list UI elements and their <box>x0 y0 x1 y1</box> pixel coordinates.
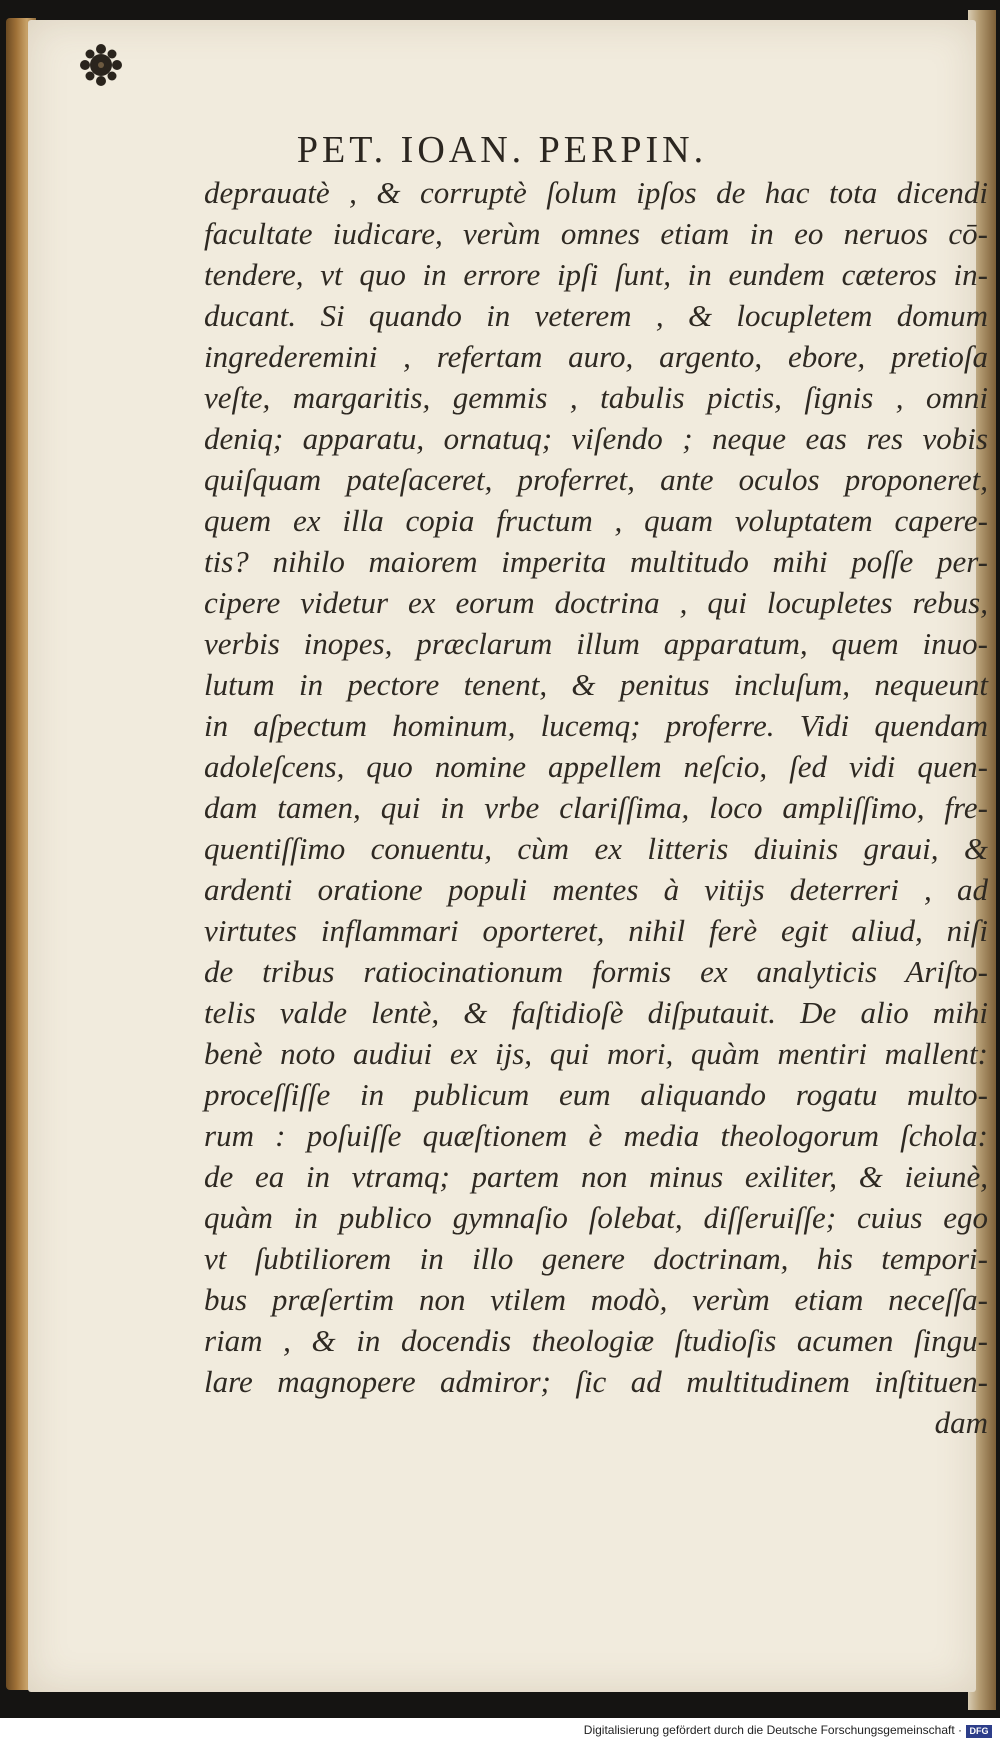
text-line: quiſquam pateſaceret, proferret, ante oculos proponeret, <box>204 462 988 497</box>
text-line: deprauatè , & corruptè ſolum ipſos de hac tota dicendi <box>204 175 988 210</box>
catchword: dam <box>934 1405 988 1440</box>
text-line: veſte, margaritis, gemmis , tabulis pictis, ſignis , omni <box>204 380 988 415</box>
funding-credit: Digitalisierung gefördert durch die Deutsche Forschungsgemeinschaft · <box>583 1723 962 1737</box>
text-line: tis? nihilo maiorem imperita multitudo mihi poſſe per- <box>204 544 988 579</box>
text-line: lare magnopere admiror; ſic ad multitudinem inſtituen- <box>204 1364 988 1399</box>
text-line: ingrederemini , refertam auro, argento, ebore, pretioſa <box>204 339 988 374</box>
text-line: benè noto audiui ex ijs, qui mori, quàm mentiri mallent: <box>204 1036 988 1071</box>
text-line: quem ex illa copia fructum , quam voluptatem capere- <box>204 503 988 538</box>
text-line: quàm in publico gymnaſio ſolebat, diſſeruiſſe; cuius ego <box>204 1200 988 1235</box>
text-line: de ea in vtramq; partem non minus exiliter, & ieiunè, <box>204 1159 988 1194</box>
text-line: vt ſubtiliorem in illo genere doctrinam, his tempori- <box>204 1241 988 1276</box>
text-line: telis valde lentè, & faſtidioſè diſputauit. De alio mihi <box>204 995 988 1030</box>
text-line: rum : poſuiſſe quæſtionem è media theologorum ſchola: <box>204 1118 988 1153</box>
text-line: virtutes inflammari oporteret, nihil ferè egit aliud, niſi <box>204 913 988 948</box>
running-head: PET. IOAN. PERPIN. <box>296 129 708 171</box>
text-line: riam , & in docendis theologiæ ſtudioſis acumen ſingu- <box>204 1323 988 1358</box>
digitization-footer <box>0 1718 1000 1745</box>
text-line: ardenti oratione populi mentes à vitijs deterreri , ad <box>204 872 988 907</box>
text-line: deniq; apparatu, ornatuq; viſendo ; neque eas res vobis <box>204 421 988 456</box>
text-line: verbis inopes, præclarum illum apparatum, quem inuo- <box>204 626 988 661</box>
text-line: lutum in pectore tenent, & penitus incluſum, nequeunt <box>204 667 988 702</box>
text-line: facultate iudicare, verùm omnes etiam in eo neruos cō- <box>204 216 988 251</box>
dfg-logo-icon: DFG <box>966 1725 992 1738</box>
text-line: cipere videtur ex eorum doctrina , qui locupletes rebus, <box>204 585 988 620</box>
text-line: adoleſcens, quo nomine appellem neſcio, ſed vidi quen- <box>204 749 988 784</box>
text-line: in aſpectum hominum, lucemq; proferre. Vidi quendam <box>204 708 988 743</box>
text-line: proceſſiſſe in publicum eum aliquando rogatu multo- <box>204 1077 988 1112</box>
text-line: bus præſertim non vtilem modò, verùm etiam neceſſa- <box>204 1282 988 1317</box>
text-line: de tribus ratiocinationum formis ex analyticis Ariſto- <box>204 954 988 989</box>
text-line: ducant. Si quando in veterem , & locupletem domum <box>204 298 988 333</box>
text-line: dam tamen, qui in vrbe clariſſima, loco ampliſſimo, fre- <box>204 790 988 825</box>
book-page <box>28 20 988 1692</box>
text-line: tendere, vt quo in errore ipſi ſunt, in eundem cæteros in- <box>204 257 988 292</box>
text-line: quentiſſimo conuentu, cùm ex litteris diuinis graui, & <box>204 831 988 866</box>
printers-flower-ornament-icon <box>78 42 124 88</box>
